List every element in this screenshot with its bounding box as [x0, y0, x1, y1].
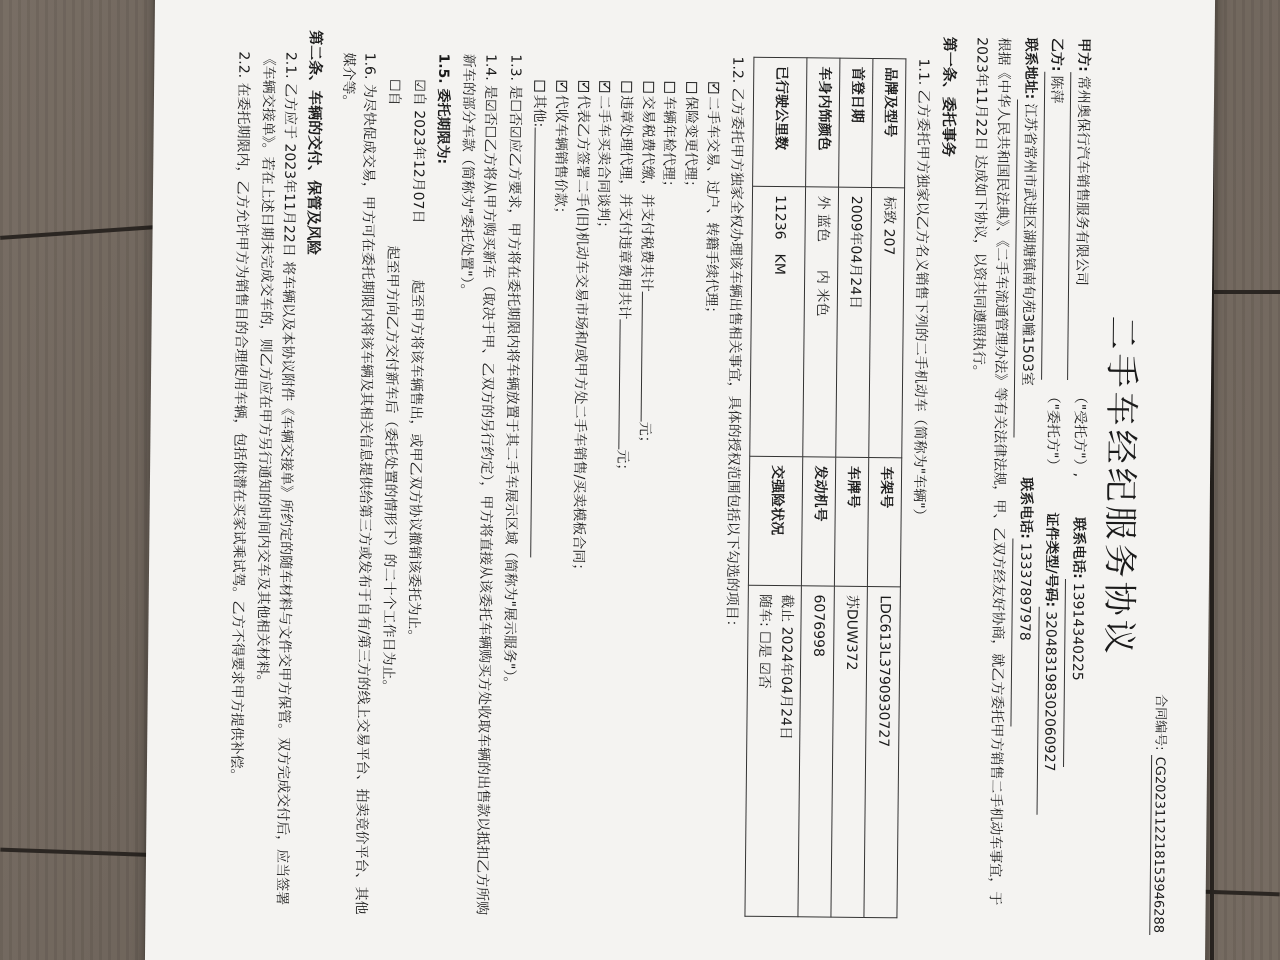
party-a-label: 甲方: — [1075, 38, 1092, 72]
party-a-phone: 13914340225 — [1064, 579, 1089, 767]
authorization-options — [519, 32, 724, 930]
table-cell: 交强险状况 — [749, 456, 803, 586]
preamble: 根据《中华人民共和国民法典》、《二手车流通管理办法》等有关法律法规，甲、乙双方经友好协商，就乙方委托甲方销售二手机动车事宜，于 2023年11月22日 达成如下协议，以资共同遵照执行。 — [970, 37, 1012, 906]
party-a-role: （"受托方"）, — [1071, 389, 1089, 478]
table-cell: 车牌号 — [834, 457, 868, 586]
checkbox-empty-icon — [643, 82, 654, 93]
table-cell: 11236 KM — [750, 186, 805, 457]
checkbox-empty-icon — [534, 80, 545, 91]
party-b-id-label: 证件类型/号码: — [1043, 512, 1061, 608]
clause-2-2: 2.2. 在委托期限内，乙方允许甲方为销售目的合理使用车辆，包括供潜在买家试乘试驾。乙方不得要求甲方提供补偿。 — [228, 51, 252, 783]
clause-1-4: 1.4. 是☑否☐乙方将从甲方购买新车（取决于甲、乙双方的另行约定），甲方将直接从该委托车辆购买方处收取车辆的出售款以抵扣乙方所购新车的部分车款（简称为"委托处置"）。 — [458, 53, 499, 916]
table-cell: 品牌及型号 — [871, 58, 905, 187]
table-cell: 外 蓝色 内 米色 — [803, 187, 839, 457]
option-suffix: 元； — [635, 421, 653, 450]
tile-grout-line — [1212, 290, 1280, 294]
option-text: 交易税费代缴，并支付税费共计 — [637, 95, 656, 292]
blank-line — [618, 319, 632, 449]
option-text: 代表乙方签署二手(旧)机动车交易市场和/或甲方处二手车销售/买卖模板合同； — [569, 94, 591, 578]
clause-1-3: 1.3. 是☐否☑应乙方要求，甲方将在委托期限内将车辆放置于其二手车展示区域（简称为"展示服务"）。 — [500, 54, 523, 691]
clause-1-5a: ☑自 2023年12月07日 起至甲方将该车辆售出，或甲乙双方协议撤销该委托为止。 — [405, 79, 427, 644]
table-cell — [745, 585, 801, 916]
clause-1-1: 1.1. 乙方委托甲方独家以乙方名义销售下列的二手机动车（简称为"车辆"） — [911, 58, 932, 523]
party-b-label: 乙方: — [1048, 37, 1066, 72]
checkbox-empty-icon — [664, 82, 675, 93]
party-b-address-label: 联系地址: — [1021, 37, 1039, 100]
table-cell: 发动机号 — [801, 457, 835, 586]
table-cell: 车架号 — [867, 458, 901, 587]
option-text: 二手车交易、过户、转籍手续代理； — [702, 96, 721, 321]
contract-number-line — [1147, 39, 1177, 935]
option-text: 代收车辆销售价款； — [551, 94, 569, 221]
party-b-role: （"委托方"） — [1044, 389, 1062, 473]
table-cell: LDC613L3790930727 — [864, 587, 900, 918]
table-cell: 2009年04月24日 — [836, 187, 872, 457]
clause-2-1: 2.1. 乙方应于 2023年11月22日 将车辆以及本协议附件《车辆交接单》所约定的随车材料与文件交甲方保管。双方完成交付后，应当签署《车辆交接单》。若在上述日期未完成交车的，则乙方应在甲方另行通知的时间内交车及其他相关材料。 — [253, 51, 299, 906]
checkbox-checked-icon — [599, 81, 610, 92]
contract-number-label: 合同编号: — [1152, 694, 1168, 751]
clause-1-5b: ☐自 起至甲方向乙方交付新车后（委托处置的情形下）的二十个工作日为止。 — [379, 78, 403, 694]
blank-line — [640, 292, 654, 422]
table-cell: 车身内饰颜色 — [805, 58, 839, 187]
checkbox-checked-icon — [708, 82, 719, 93]
option-text: 二手车买卖合同谈判； — [594, 95, 613, 236]
insurance-with-car: 随车: ☐是 ☑否 — [755, 593, 773, 689]
checkbox-empty-icon — [621, 81, 632, 92]
checkbox-checked-icon — [556, 81, 567, 92]
article-2-title: 第二条、车辆的交付、保管及风险 — [304, 30, 325, 256]
checkbox-checked-icon — [578, 81, 589, 92]
article-1-title: 第一条、委托事务 — [939, 36, 959, 157]
document-title: 二手车经纪服务协议 — [1098, 315, 1142, 658]
option-suffix: 元； — [614, 449, 631, 478]
party-b-phone-label: 联系电话: — [1017, 477, 1034, 539]
option-text: 其他: — [530, 94, 548, 128]
table-cell: 已行驶公里数 — [753, 57, 807, 187]
party-b-name: 陈萍 — [1041, 71, 1067, 379]
party-a-phone-label: 联系电话: — [1070, 517, 1087, 579]
table-row — [745, 57, 806, 917]
clause-1-5-title: 1.5. 委托期限为: — [434, 53, 452, 165]
party-b-phone: 13337897978 — [1011, 539, 1036, 727]
table-cell: 首登日期 — [838, 58, 872, 187]
checkbox-empty-icon — [686, 82, 697, 93]
clause-1-2: 1.2. 乙方委托甲方独家全权办理该车辆出售相关事宜，具体的授权范围包括以下勾选的项目： — [723, 56, 746, 634]
contract-paper — [145, 0, 1216, 960]
table-cell: 标致 207 — [869, 187, 905, 457]
clause-1-6: 1.6. 为尽快促成交易，甲方可在委托期限内将该车辆及其相关信息提供给第三方或发布于自有/第三方的线上交易平台、拍卖竞价平台、其他媒介等。 — [339, 52, 378, 915]
option-text: 保险变更代理； — [682, 96, 700, 195]
party-a-name: 常州奥保行汽车销售服务有限公司 — [1068, 72, 1094, 380]
party-b-id: 320483198302060927 — [1036, 607, 1061, 815]
contract-number: CG2023112218153946288 — [1149, 755, 1167, 935]
table-cell: 苏DUW372 — [831, 586, 867, 917]
insurance-expiry: 截止 2024年04月24日 — [777, 594, 795, 741]
party-b-address: 江苏省常州市武进区湖塘镇南旬苑3幢1503室 — [1014, 99, 1040, 437]
vehicle-info-table — [745, 57, 906, 919]
option-text: 车辆年检代理； — [660, 95, 678, 194]
option-text: 违章处理代理，并支付违章费用共计 — [615, 95, 635, 320]
table-cell: 6076998 — [798, 586, 834, 917]
